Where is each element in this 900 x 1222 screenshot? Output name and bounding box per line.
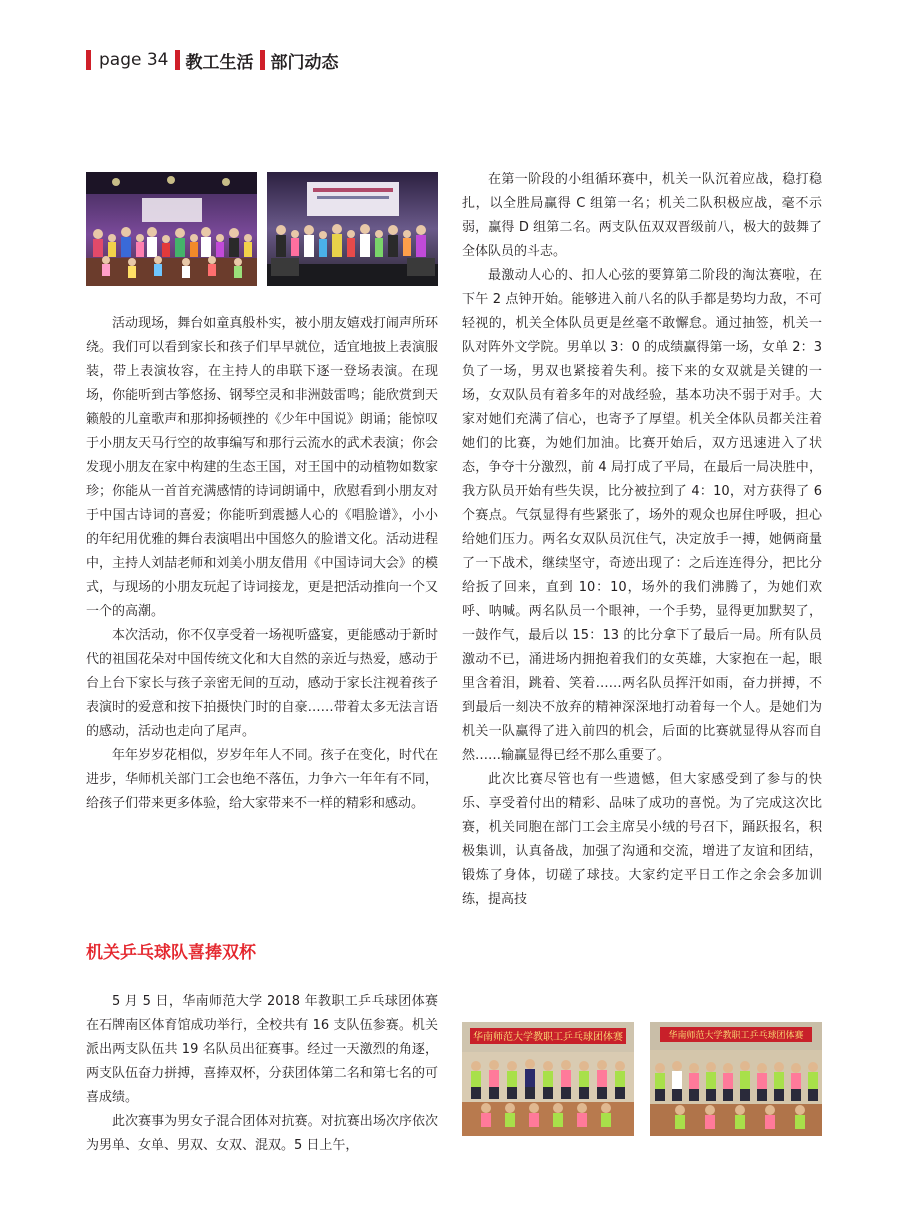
paragraph: 此次比赛尽管也有一些遗憾，但大家感受到了参与的快乐、享受着付出的精彩、品味了成功的喜悦。为了完成这次比赛，机关同胞在部门工会主席吴小绒的号召下，踊跃报名，积极集训，认真备战，加强了沟通和交流，增进了友谊和团结，锻炼了身体，切磋了球技。大家约定平日工作之余会多加训练，提高技	[462, 772, 822, 907]
paragraph: 本次活动，你不仅享受着一场视听盛宴，更能感动于新时代的祖国花朵对中国传统文化和大自然的亲近与热爱，感动于台上台下家长与孩子亲密无间的互动，感动于家长注视着孩子表演时的爱意和按下拍摄快门时的自豪……带着太多无法言语的感动，活动也走向了尾声。	[86, 628, 438, 739]
header-red-bar	[260, 50, 265, 70]
banner-text: 华南师范大学教职工乒乓球团体赛	[473, 1032, 623, 1043]
page-header	[86, 48, 339, 72]
paragraph: 此次赛事为男女子混合团体对抗赛。对抗赛出场次序依次为男单、女单、男双、女双、混双。5 日上午，	[86, 1114, 438, 1153]
photo-table-tennis-team-2	[650, 1022, 822, 1136]
paragraph: 5 月 5 日，华南师范大学 2018 年教职工乒乓球团体赛在石牌南区体育馆成功举行，全校共有 16 支队伍参赛。机关派出两支队伍共 19 名队员出征赛事。经过一天激烈的角逐，两支队伍奋力拼搏，喜捧双杯，分获团体第二名和第七名的可喜成绩。	[86, 994, 438, 1105]
header-red-bar	[86, 50, 91, 70]
page-number: page 34	[99, 50, 169, 70]
section-name: 部门动态	[270, 52, 339, 73]
paragraph: 活动现场，舞台如童真般朴实，被小朋友嬉戏打闹声所环绕。我们可以看到家长和孩子们早早就位，适宜地披上表演服装，带上表演妆容，在主持人的串联下逐一登场表演。在现场，你能听到古筝悠扬、钢琴空灵和非洲鼓雷鸣；能欣赏到天籁般的儿童歌声和那抑扬顿挫的《少年中国说》朗诵；能惊叹于小朋友天马行空的故事编写和那行云流水的武术表演；你会发现小朋友在家中构建的生态王国，对王国中的动植物如数家珍；你能从一首首充满感情的诗词朗诵中，欣慰看到小朋友对于中国古诗词的喜爱；你能听到震撼人心的《唱脸谱》，小小的年纪用优雅的舞台表演唱出中国悠久的脸谱文化。活动进程中，主持人刘喆老师和刘美小朋友借用《中国诗词大会》的模式，与现场的小朋友玩起了诗词接龙，更是把活动推向一个又一个的高潮。	[86, 316, 438, 619]
performance-photos	[86, 172, 438, 286]
table-tennis-photos	[462, 1022, 822, 1136]
photo-children-group-2	[267, 172, 438, 286]
right-column-text	[462, 168, 822, 912]
section-title: 机关乒乓球队喜捧双杯	[86, 943, 256, 963]
photo-table-tennis-team-2-illustration	[650, 1022, 822, 1136]
magazine-name: 教工生活	[185, 52, 254, 73]
paragraph: 在第一阶段的小组循环赛中，机关一队沉着应战，稳打稳扎，以全胜局赢得 C 组第一名；机关二队积极应战，毫不示弱，赢得 D 组第二名。两支队伍双双晋级前八，极大的鼓舞了全体队员的斗志。	[462, 172, 822, 259]
photo-children-group-2-illustration	[267, 172, 438, 286]
banner-text: 华南师范大学教职工乒乓球团体赛	[668, 1031, 804, 1041]
paragraph: 年年岁岁花相似，岁岁年年人不同。孩子在变化，时代在进步，华师机关部门工会也绝不落伍，力争六一年年有不同，给孩子们带来更多体验，给大家带来不一样的精彩和感动。	[86, 748, 438, 811]
header-red-bar	[175, 50, 180, 70]
photo-table-tennis-team-1-illustration	[462, 1022, 634, 1136]
photo-children-group-1	[86, 172, 257, 286]
left-column-text	[86, 312, 438, 816]
left-column-text-bottom	[86, 990, 438, 1158]
photo-children-group-1-illustration	[86, 172, 257, 286]
photo-table-tennis-team-1	[462, 1022, 634, 1136]
paragraph: 最激动人心的、扣人心弦的要算第二阶段的淘汰赛啦，在下午 2 点钟开始。能够进入前八名的队手都是势均力敌，不可轻视的，机关全体队员更是丝毫不敢懈怠。通过抽签，机关一队对阵外文学院。男单以 3：0 的成绩赢得第一场，女单 2：3 负了一场，男双也紧接着失利。接下来的女双就是关键的一场，女双队员有着多年的对战经验，基本功决不弱于对手。大家对她们充满了信心，也寄予了厚望。机关全体队员都关注着她们的比赛，为她们加油。比赛开始后，双方迅速进入了状态，争夺十分激烈，前 4 局打成了平局，在最后一局决胜中，我方队员开始有些失误，比分被拉到了 4：10，对方获得了 6 个赛点。气氛显得有些紧张了，场外的观众也屏住呼吸，担心给她们压力。两名女双队员沉住气，决定放手一搏，她俩商量了一下战术，继续坚守，奇迹出现了：之后连连得分，把比分给扳了回来，直到 10：10，场外的我们沸腾了，为她们欢呼、呐喊。两名队员一个眼神，一个手势，显得更加默契了，一鼓作气，最后以 15：13 的比分拿下了最后一局。所有队员激动不已，涌进场内拥抱着我们的女英雄，大家抱在一起，眼里含着泪，跳着、笑着……两名队员挥汗如雨，奋力拼搏，不到最后一刻决不放弃的精神深深地打动着每一个人。是她们为机关一队赢得了进入前四的机会，后面的比赛就显得从容而自然……输赢显得已经不那么重要了。	[462, 268, 822, 763]
